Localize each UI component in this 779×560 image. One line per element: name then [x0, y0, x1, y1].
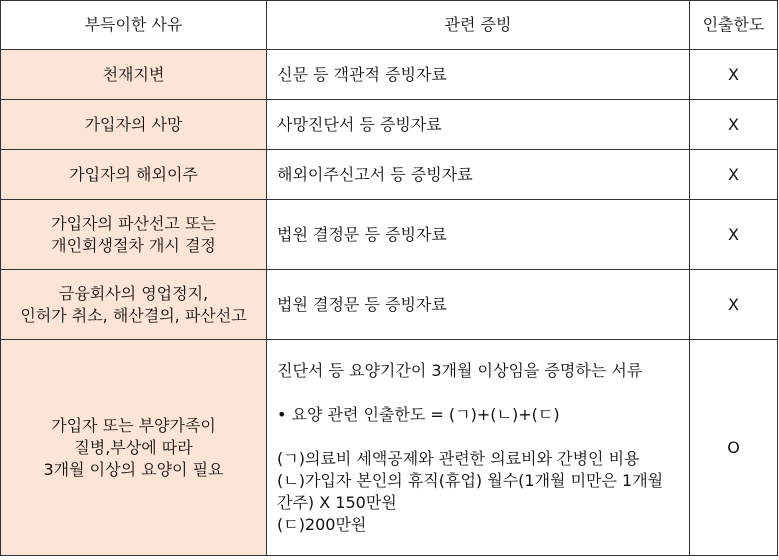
header-row [1, 1, 778, 50]
reason-line: 가입자의 파산선고 또는 [51, 213, 216, 233]
evidence-cell: 신문 등 객관적 증빙자료 [267, 50, 690, 100]
reason-cell [1, 150, 267, 200]
spacer [277, 382, 683, 404]
table-row [1, 150, 778, 200]
reason-cell [1, 50, 267, 100]
reason-line: 가입자 또는 부양가족이 [51, 415, 216, 435]
limit-cell: X [690, 150, 778, 200]
reason-line: 금융회사의 영업정지, [58, 283, 209, 303]
limit-cell: X [690, 270, 778, 340]
evidence-cell: 법원 결정문 등 증빙자료 [267, 200, 690, 270]
reason-cell [1, 200, 267, 270]
limit-cell: X [690, 200, 778, 270]
limit-cell: O [690, 340, 778, 556]
evidence-item: (ㄴ)가입자 본인의 휴직(휴업) 월수(1개월 미만은 1개월 간주) X 150만원 [277, 470, 664, 512]
evidence-item: (ㄷ)200만원 [277, 514, 367, 534]
evidence-item: (ㄱ)의료비 세액공제와 관련한 의료비와 간병인 비용 [277, 448, 640, 468]
evidence-cell: 법원 결정문 등 증빙자료 [267, 270, 690, 340]
table-row [1, 270, 778, 340]
evidence-bullet: • 요양 관련 인출한도 = (ㄱ)+(ㄴ)+(ㄷ) [277, 404, 560, 424]
reason-line: 가입자의 사망 [84, 114, 183, 134]
spacer [277, 426, 683, 448]
reason-line: 천재지변 [102, 64, 165, 84]
header-reason: 부득이한 사유 [1, 1, 267, 50]
table-row [1, 100, 778, 150]
limit-cell: X [690, 50, 778, 100]
limit-cell: X [690, 100, 778, 150]
evidence-cell: 사망진단서 등 증빙자료 [267, 100, 690, 150]
reason-line: 질병,부상에 따라 [74, 437, 193, 457]
table-row [1, 340, 778, 556]
header-evidence: 관련 증빙 [267, 1, 690, 50]
header-limit: 인출한도 [690, 1, 778, 50]
reason-line: 인허가 취소, 해산결의, 파산선고 [20, 305, 247, 325]
reason-line: 3개월 이상의 요양이 필요 [43, 459, 224, 479]
reason-line: 개인회생절차 개시 결정 [51, 235, 216, 255]
table-row [1, 50, 778, 100]
evidence-intro: 진단서 등 요양기간이 3개월 이상임을 증명하는 서류 [277, 360, 643, 380]
reason-line: 가입자의 해외이주 [69, 164, 198, 184]
table-row [1, 200, 778, 270]
reason-cell [1, 100, 267, 150]
evidence-cell [267, 340, 690, 556]
reason-cell [1, 340, 267, 556]
reason-cell [1, 270, 267, 340]
evidence-cell: 해외이주신고서 등 증빙자료 [267, 150, 690, 200]
